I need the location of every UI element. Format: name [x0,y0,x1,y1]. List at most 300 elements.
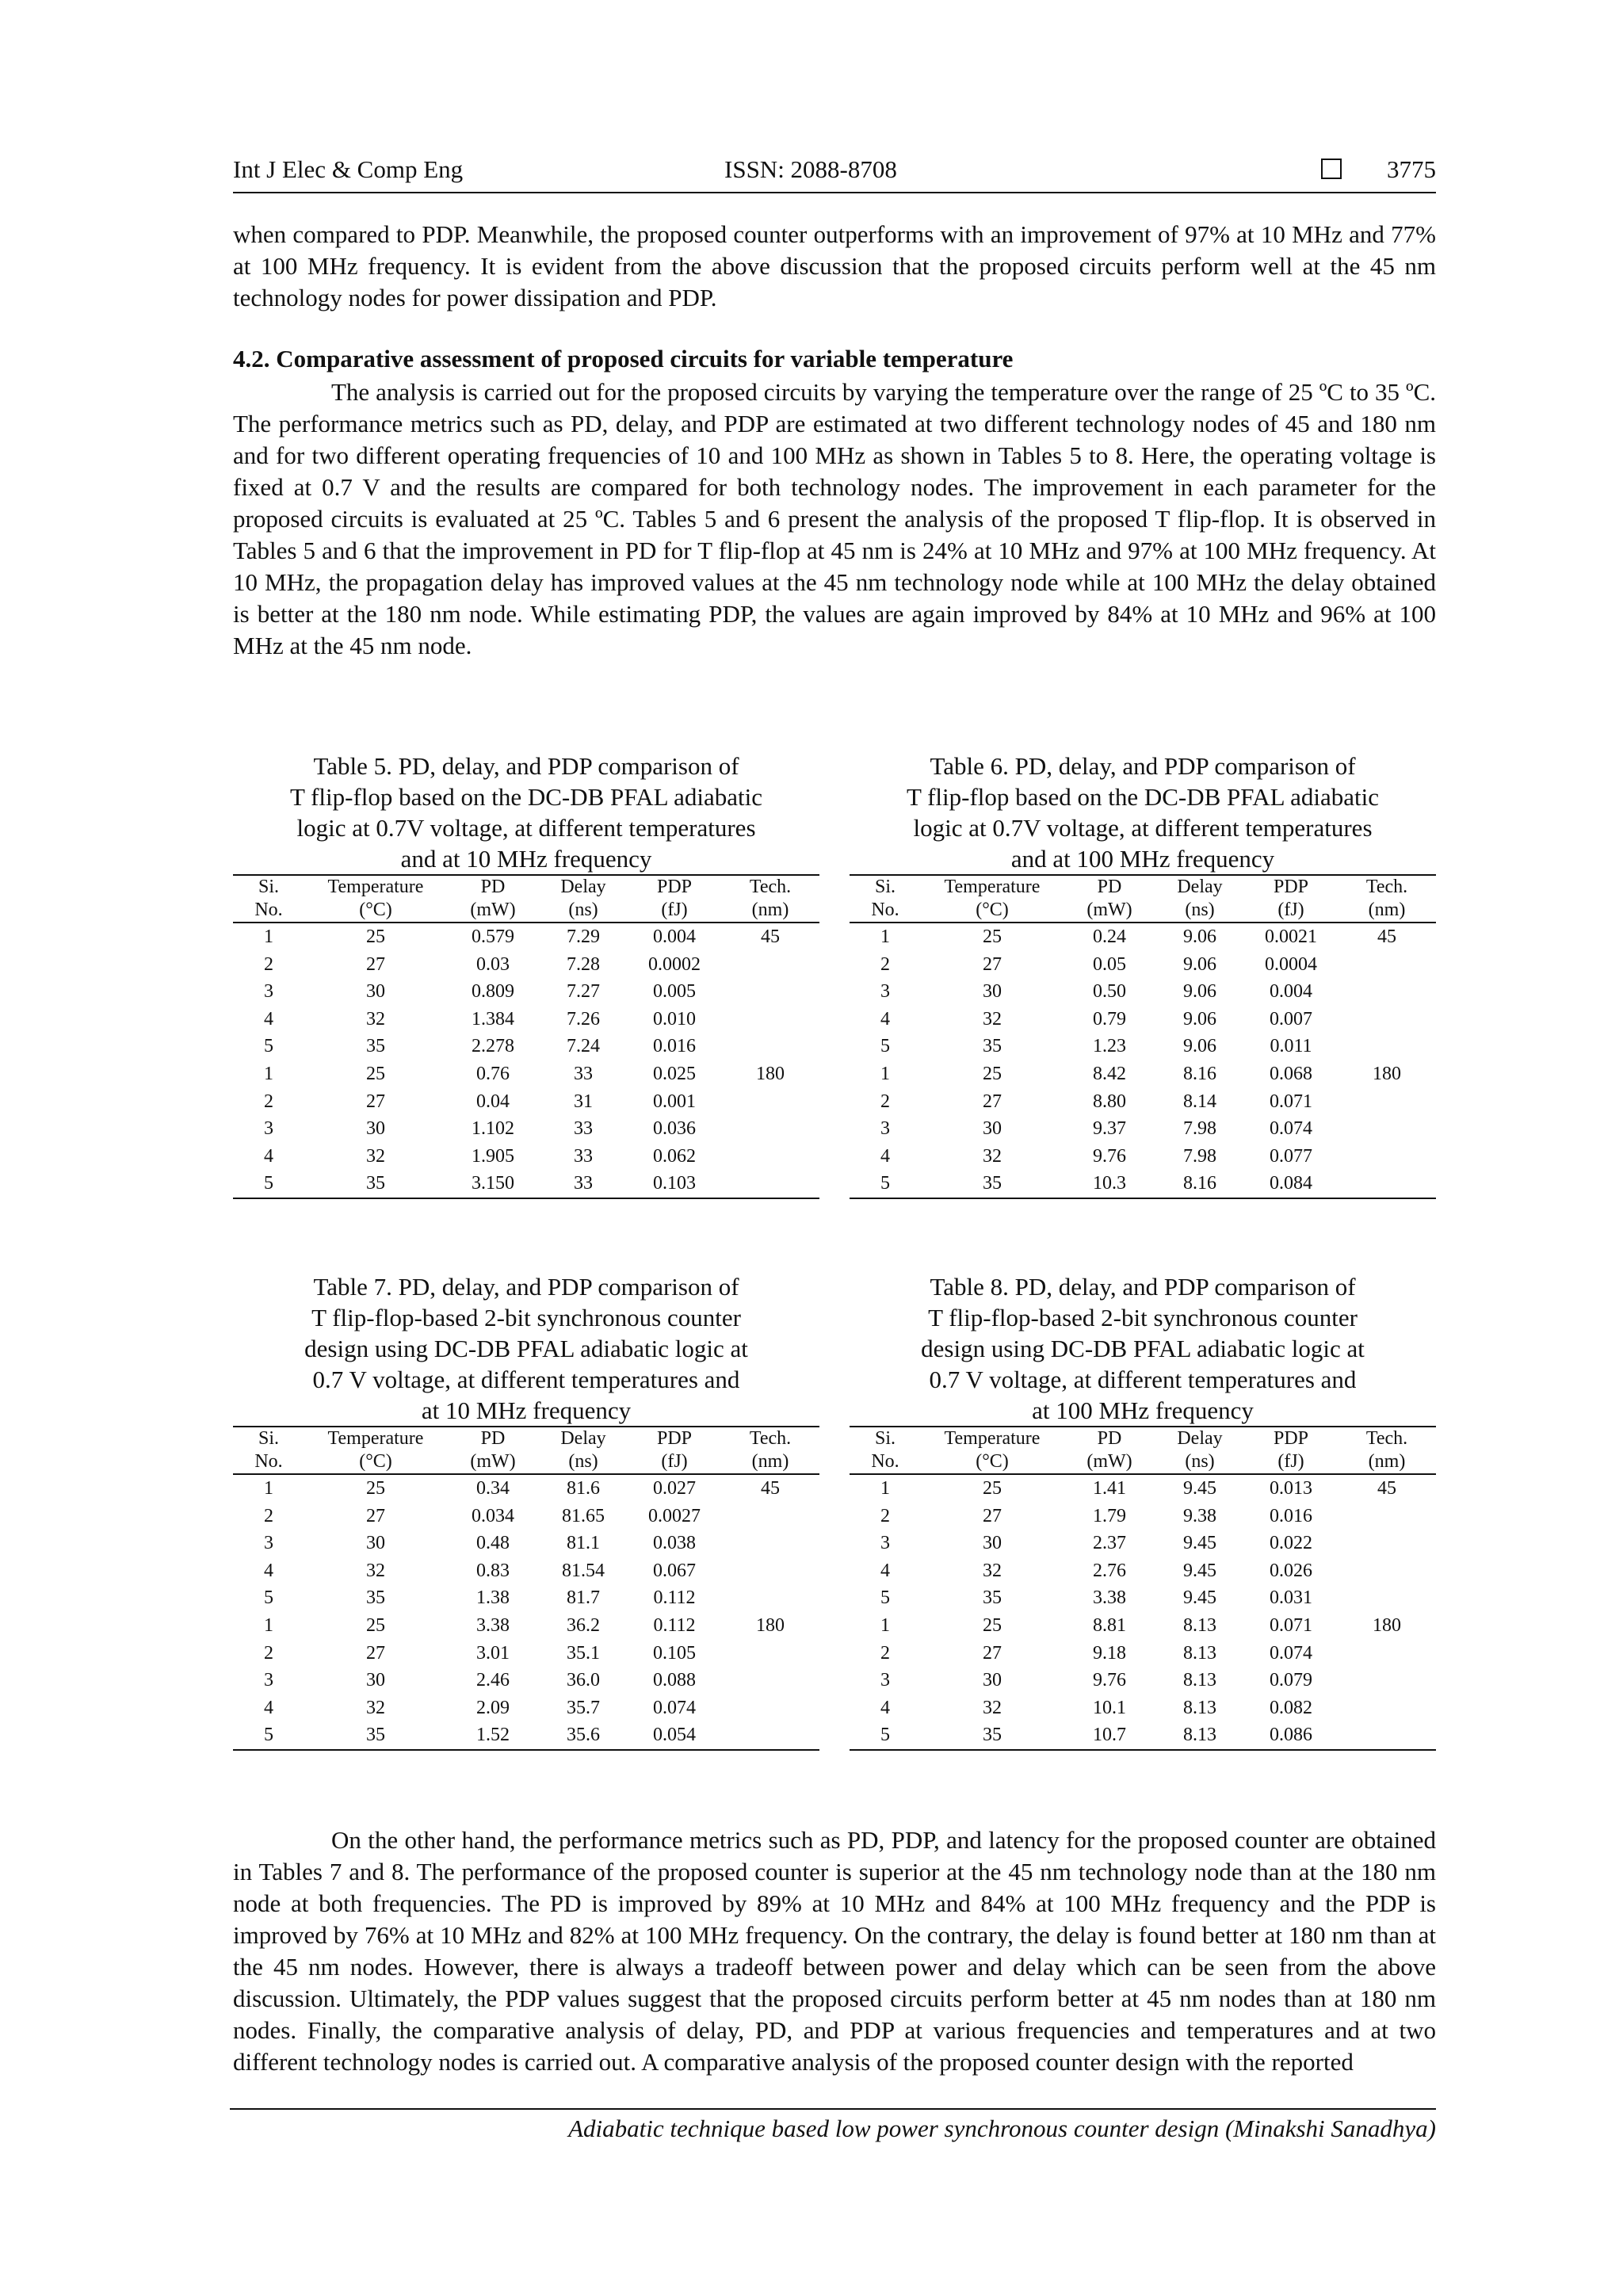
table-cell: 25 [983,1063,1002,1084]
table-row [233,1503,819,1530]
table-cell: 35.7 [567,1697,600,1718]
column-header: Tech. [1365,1428,1408,1449]
table-cell: 9.37 [1093,1118,1126,1140]
table-cell: 9.45 [1183,1587,1216,1609]
table-cell: 2.46 [476,1670,510,1691]
table-cell: 3 [880,1118,890,1140]
table-cell: 8.13 [1183,1670,1216,1691]
column-header: (fJ) [1277,900,1304,920]
table-cell: 0.086 [1270,1725,1312,1746]
table-cell: 27 [983,1642,1002,1664]
table-cell: 4 [880,1697,890,1718]
table-cell: 3 [264,1533,273,1554]
table-cell: 8.13 [1183,1697,1216,1718]
table-cell: 0.112 [653,1587,696,1609]
caption-line: 0.7 V voltage, at different temperatures and [929,1366,1357,1393]
table-header [850,875,1436,923]
column-header: No. [871,1451,899,1472]
table-cell: 0.088 [653,1670,696,1691]
table-cell: 0.016 [1270,1505,1312,1526]
table-cell: 45 [1377,926,1396,947]
column-header: (mW) [1086,1451,1132,1472]
table-row [850,978,1436,1006]
table-body [233,1474,819,1750]
table-row [850,923,1436,951]
table-cell [721,1694,819,1722]
table-cell: 1.52 [476,1725,510,1746]
table-cell: 35 [366,1587,385,1609]
table-cell [1338,1584,1436,1612]
table-cell [1338,1088,1436,1116]
caption-line: and at 10 MHz frequency [400,845,652,873]
table-cell: 35 [983,1173,1002,1194]
table-cell: 0.071 [1270,1091,1312,1112]
header-row [233,875,819,899]
table-cell: 8.13 [1183,1642,1216,1664]
table-row [850,1088,1436,1116]
table-cell: 30 [983,1670,1002,1691]
table-cell: 35.6 [567,1725,600,1746]
caption-line: T flip-flop based on the DC-DB PFAL adiabatic [906,783,1380,811]
table-cell [1338,1557,1436,1585]
table-row [233,1006,819,1033]
table-row [850,1143,1436,1171]
column-header: (°C) [976,900,1009,920]
header-row [233,1450,819,1474]
table-cell: 2 [880,953,890,975]
column-header: No. [871,900,899,920]
table-cell: 0.05 [1093,953,1126,975]
table-cell: 32 [366,1008,385,1030]
table-cell: 32 [366,1697,385,1718]
table-caption [850,1271,1436,1426]
table-cell: 2.278 [472,1036,514,1057]
column-header: Temperature [327,877,424,897]
table-cell: 0.48 [476,1533,510,1554]
table-cell: 0.074 [1270,1642,1312,1664]
column-header: Temperature [944,1428,1041,1449]
table-cell: 1 [264,1478,273,1499]
caption-line: 0.7 V voltage, at different temperatures and [312,1366,740,1393]
table-cell: 1 [880,1614,890,1636]
table-cell: 27 [983,1091,1002,1112]
table-cell: 33 [574,1063,593,1084]
table-cell: 1.41 [1093,1478,1126,1499]
table-row [233,1640,819,1668]
table-cell [1338,1640,1436,1668]
table-cell [721,1530,819,1557]
table-cell: 2 [264,1505,273,1526]
column-header: Si. [874,877,896,897]
table-cell: 3 [264,1118,273,1140]
table-cell: 0.068 [1270,1063,1312,1084]
column-header: (mW) [470,1451,516,1472]
table-cell: 10.3 [1093,1173,1126,1194]
table-cell: 33 [574,1145,593,1167]
table-cell [721,1006,819,1033]
table-cell [1338,1033,1436,1060]
table-cell: 25 [983,1614,1002,1636]
table-cell: 0.027 [653,1478,696,1499]
column-header: PDP [1273,877,1309,897]
header-row [233,1427,819,1450]
column-header: Si. [258,1428,279,1449]
table-row [233,1170,819,1198]
table-row [233,1143,819,1171]
column-header: (nm) [1368,900,1406,920]
table-row [233,1721,819,1750]
table-cell: 3 [880,1533,890,1554]
table-cell: 0.004 [653,926,696,947]
caption-line: Table 7. PD, delay, and PDP comparison of [313,1273,739,1301]
table-cell [721,951,819,979]
caption-line: Table 5. PD, delay, and PDP comparison of [313,752,739,780]
table-cell: 2 [880,1505,890,1526]
table-row [850,1503,1436,1530]
table-cell: 0.067 [653,1560,696,1581]
table-cell [721,1503,819,1530]
table-cell: 0.24 [1093,926,1126,947]
column-header: PD [480,1428,506,1449]
table-cell: 3.38 [476,1614,510,1636]
table-cell: 0.105 [653,1642,696,1664]
table-cell: 3 [264,981,273,1003]
table-cell: 3.150 [472,1173,514,1194]
caption-line: design using DC-DB PFAL adiabatic logic at [921,1335,1365,1362]
table-cell: 27 [983,953,1002,975]
table-row [233,978,819,1006]
table-cell: 7.98 [1183,1118,1216,1140]
table-row [850,1530,1436,1557]
table-cell: 30 [366,1670,385,1691]
table-cell: 3 [880,981,890,1003]
table-cell [1338,951,1436,979]
table-caption [850,751,1436,874]
table-cell: 8.16 [1183,1173,1216,1194]
table-cell: 35 [366,1173,385,1194]
table-row [850,1006,1436,1033]
table-body [233,923,819,1198]
table-cell [1338,1530,1436,1557]
table-cell: 1.905 [472,1145,514,1167]
table-cell: 7.28 [567,953,600,975]
column-header: Delay [1177,1428,1223,1449]
caption-line: logic at 0.7V voltage, at different temperatures [296,814,756,842]
table-cell: 0.036 [653,1118,696,1140]
table-cell: 0.001 [653,1091,696,1112]
data-table [850,874,1436,1199]
table-row [233,1474,819,1503]
caption-line: T flip-flop-based 2-bit synchronous counter [311,1304,741,1331]
caption-line: logic at 0.7V voltage, at different temperatures [913,814,1373,842]
table-cell: 180 [756,1063,785,1084]
table-6 [850,751,1436,1199]
table-cell: 180 [756,1614,785,1636]
table-cell: 2 [264,1091,273,1112]
table-row [233,923,819,951]
column-header: (°C) [976,1451,1009,1472]
table-cell: 0.103 [653,1173,696,1194]
table-cell: 0.76 [476,1063,510,1084]
header-row [850,875,1436,899]
table-cell: 1.38 [476,1587,510,1609]
column-header: Temperature [327,1428,424,1449]
journal-name: Int J Elec & Comp Eng [233,155,464,183]
column-header: Temperature [944,877,1041,897]
table-body [850,923,1436,1198]
paragraph-analysis: The analysis is carried out for the proposed circuits by varying the temperature over the range of 25 ºC to 35 ºC. The performance metrics such as PD, delay, and PDP are estimated at two different technology nodes of 45 and 180 nm and for two different operating frequencies of 10 and 100 MHz as shown in Tables 5 to 8. Here, the operating voltage is fixed at 0.7 V and the results are compared for both technology nodes. The improvement in each parameter for the proposed circuits is evaluated at 25 ºC. Tables 5 and 6 present the analysis of the proposed T flip-flop. It is observed in Tables 5 and 6 that the improvement in PD for T flip-flop at 45 nm is 24% at 10 MHz and 97% at 100 MHz frequency. At 10 MHz, the propagation delay has improved values at the 45 nm technology node while at 100 MHz the delay obtained is better at the 180 nm node. While estimating PDP, the values are again improved by 84% at 10 MHz and 96% at 100 MHz at the 45 nm node. [233,378,1436,659]
table-cell: 8.42 [1093,1063,1126,1084]
table-body [850,1474,1436,1750]
table-row [233,1530,819,1557]
table-cell: 0.79 [1093,1008,1126,1030]
table-cell: 7.26 [567,1008,600,1030]
column-header: Si. [874,1428,896,1449]
table-cell: 9.06 [1183,1036,1216,1057]
table-cell [1338,1143,1436,1171]
table-cell: 2 [264,953,273,975]
table-cell: 0.016 [653,1036,696,1057]
table-cell: 27 [366,1505,385,1526]
data-table [233,1426,819,1751]
table-row [850,1474,1436,1503]
table-cell: 0.0004 [1265,953,1317,975]
table-cell: 10.1 [1093,1697,1126,1718]
table-caption [233,751,819,874]
table-7 [233,1271,819,1751]
table-cell: 30 [983,981,1002,1003]
table-cell: 33 [574,1118,593,1140]
table-cell: 27 [983,1505,1002,1526]
paragraph-intro: when compared to PDP. Meanwhile, the proposed counter outperforms with an improvement of 97% at 10 MHz and 77% at 100 MHz frequency. It is evident from the above discussion that the proposed circuits perform well at the 45 nm technology nodes for power dissipation and PDP. [233,220,1436,311]
caption-line: at 100 MHz frequency [1032,1396,1254,1424]
column-header: (nm) [1368,1451,1406,1472]
table-cell: 1 [880,1063,890,1084]
issn: ISSN: 2088-8708 [724,155,897,183]
table-cell [1338,1006,1436,1033]
table-cell: 81.65 [562,1505,605,1526]
table-cell: 3 [880,1670,890,1691]
table-cell: 0.005 [653,981,696,1003]
table-row [233,1088,819,1116]
column-header: PD [1097,1428,1122,1449]
table-cell [721,1640,819,1668]
table-cell [721,1557,819,1585]
table-cell: 0.03 [476,953,510,975]
table-cell: 0.0021 [1265,926,1317,947]
table-cell: 8.13 [1183,1725,1216,1746]
table-row [233,1612,819,1640]
table-cell [721,1143,819,1171]
table-cell: 9.45 [1183,1560,1216,1581]
column-header: (fJ) [661,1451,688,1472]
column-header: (°C) [359,900,392,920]
table-cell: 33 [574,1173,593,1194]
table-cell: 0.010 [653,1008,696,1030]
table-cell: 35 [983,1587,1002,1609]
footer-rule [230,2108,1436,2110]
table-row [233,1115,819,1143]
table-cell: 0.809 [472,981,514,1003]
table-cell: 7.98 [1183,1145,1216,1167]
header-row [850,899,1436,923]
table-cell: 2.37 [1093,1533,1126,1554]
table-cell: 81.6 [567,1478,600,1499]
table-cell: 5 [264,1587,273,1609]
table-cell [1338,1503,1436,1530]
table-row [850,1721,1436,1750]
table-row [233,1584,819,1612]
table-cell: 180 [1373,1614,1401,1636]
table-cell: 81.7 [567,1587,600,1609]
table-cell: 7.24 [567,1036,600,1057]
table-cell: 4 [264,1560,273,1581]
table-cell: 9.06 [1183,1008,1216,1030]
table-cell: 0.026 [1270,1560,1312,1581]
table-cell: 30 [366,1118,385,1140]
table-cell: 3.01 [476,1642,510,1664]
running-footer: Adiabatic technique based low power synchronous counter design (Minakshi Sanadhya) [568,2115,1436,2142]
table-cell: 8.80 [1093,1091,1126,1112]
column-header: Delay [1177,877,1223,897]
table-row [850,1640,1436,1668]
table-cell: 0.011 [1270,1036,1312,1057]
table-row [233,951,819,979]
table-cell: 4 [880,1560,890,1581]
table-cell [1338,1667,1436,1694]
section-heading: 4.2. Comparative assessment of proposed circuits for variable temperature [233,345,1014,372]
table-cell: 0.079 [1270,1670,1312,1691]
table-cell: 0.04 [476,1091,510,1112]
column-header: No. [254,1451,283,1472]
table-cell: 0.013 [1270,1478,1312,1499]
table-row [233,1033,819,1060]
table-cell: 9.06 [1183,926,1216,947]
table-cell: 9.45 [1183,1533,1216,1554]
table-cell: 30 [983,1118,1002,1140]
table-cell: 2 [880,1642,890,1664]
table-cell: 1.102 [472,1118,514,1140]
table-cell [721,1584,819,1612]
table-cell: 36.0 [567,1670,600,1691]
table-cell: 32 [983,1145,1002,1167]
column-header: (ns) [568,900,598,920]
table-cell: 32 [366,1145,385,1167]
table-cell: 5 [264,1036,273,1057]
table-cell: 30 [983,1533,1002,1554]
table-cell: 0.031 [1270,1587,1312,1609]
running-header [233,155,1436,193]
table-cell: 25 [983,1478,1002,1499]
table-header [233,875,819,923]
table-cell: 5 [264,1173,273,1194]
caption-line: design using DC-DB PFAL adiabatic logic at [304,1335,748,1362]
table-cell: 0.007 [1270,1008,1312,1030]
table-cell [721,1088,819,1116]
table-cell: 3.38 [1093,1587,1126,1609]
table-row [850,1115,1436,1143]
checkbox-square-icon [1321,159,1342,179]
table-5 [233,751,819,1199]
table-header [850,1427,1436,1474]
table-cell: 27 [366,953,385,975]
table-cell [721,1033,819,1060]
table-cell: 4 [264,1008,273,1030]
table-8 [850,1271,1436,1751]
caption-line: Table 8. PD, delay, and PDP comparison of [930,1273,1356,1301]
table-cell: 81.1 [567,1533,600,1554]
table-cell: 0.038 [653,1533,696,1554]
table-cell: 9.76 [1093,1670,1126,1691]
table-cell: 4 [264,1697,273,1718]
column-header: PD [480,877,506,897]
table-header [233,1427,819,1474]
table-cell: 30 [366,981,385,1003]
table-cell: 35 [366,1036,385,1057]
table-cell [1338,1694,1436,1722]
table-cell: 0.054 [653,1725,696,1746]
table-cell: 5 [880,1725,890,1746]
page-number: 3775 [1387,155,1436,183]
caption-line: Table 6. PD, delay, and PDP comparison of [930,752,1356,780]
table-cell: 0.074 [653,1697,696,1718]
table-cell: 36.2 [567,1614,600,1636]
table-cell: 5 [264,1725,273,1746]
table-cell: 1 [264,926,273,947]
table-cell: 45 [1377,1478,1396,1499]
column-header: (mW) [470,900,516,920]
table-cell: 0.084 [1270,1173,1312,1194]
column-header: (°C) [359,1451,392,1472]
column-header: PDP [656,1428,693,1449]
paragraph-counter-analysis: On the other hand, the performance metrics such as PD, PDP, and latency for the proposed counter are obtained in Tables 7 and 8. The performance of the proposed counter is superior at the 45 nm technology node than at the 180 nm node at both frequencies. The PD is improved by 89% at 10 MHz and 84% at 100 MHz frequency and the PDP is improved by 76% at 10 MHz and 82% at 100 MHz frequency. On the contrary, the delay is found better at 180 nm than at the 45 nm nodes. However, there is always a tradeoff between power and delay which can be seen from the above discussion. Ultimately, the PDP values suggest that the proposed circuits perform better at 45 nm nodes than at 180 nm nodes. Finally, the comparative analysis of delay, PD, and PDP at various frequencies and temperatures and at two different technology nodes is carried out. A comparative analysis of the proposed counter design with the reported [233,1826,1436,2076]
table-cell: 3 [264,1670,273,1691]
column-header: No. [254,900,283,920]
table-cell: 0.50 [1093,981,1126,1003]
table-cell: 5 [880,1036,890,1057]
table-cell: 32 [983,1560,1002,1581]
table-cell: 2 [880,1091,890,1112]
table-cell [721,1115,819,1143]
data-table [233,874,819,1199]
table-cell: 0.074 [1270,1118,1312,1140]
table-cell: 9.38 [1183,1505,1216,1526]
table-cell: 0.0027 [648,1505,701,1526]
table-cell: 8.14 [1183,1091,1216,1112]
table-cell: 0.004 [1270,981,1312,1003]
table-row [850,1584,1436,1612]
table-caption [233,1271,819,1426]
table-cell: 1.79 [1093,1505,1126,1526]
table-cell: 35 [983,1036,1002,1057]
table-cell [1338,1115,1436,1143]
table-cell: 45 [761,1478,780,1499]
table-cell: 2.09 [476,1697,510,1718]
table-cell: 0.071 [1270,1614,1312,1636]
table-cell: 10.7 [1093,1725,1126,1746]
header-row [233,899,819,923]
table-cell: 1 [880,926,890,947]
table-cell: 0.579 [472,926,514,947]
table-cell: 9.06 [1183,981,1216,1003]
table-cell: 32 [983,1697,1002,1718]
table-row [850,1667,1436,1694]
table-row [850,1170,1436,1198]
table-row [233,1557,819,1585]
table-row [233,1060,819,1088]
table-cell: 8.13 [1183,1614,1216,1636]
table-cell: 0.034 [472,1505,514,1526]
